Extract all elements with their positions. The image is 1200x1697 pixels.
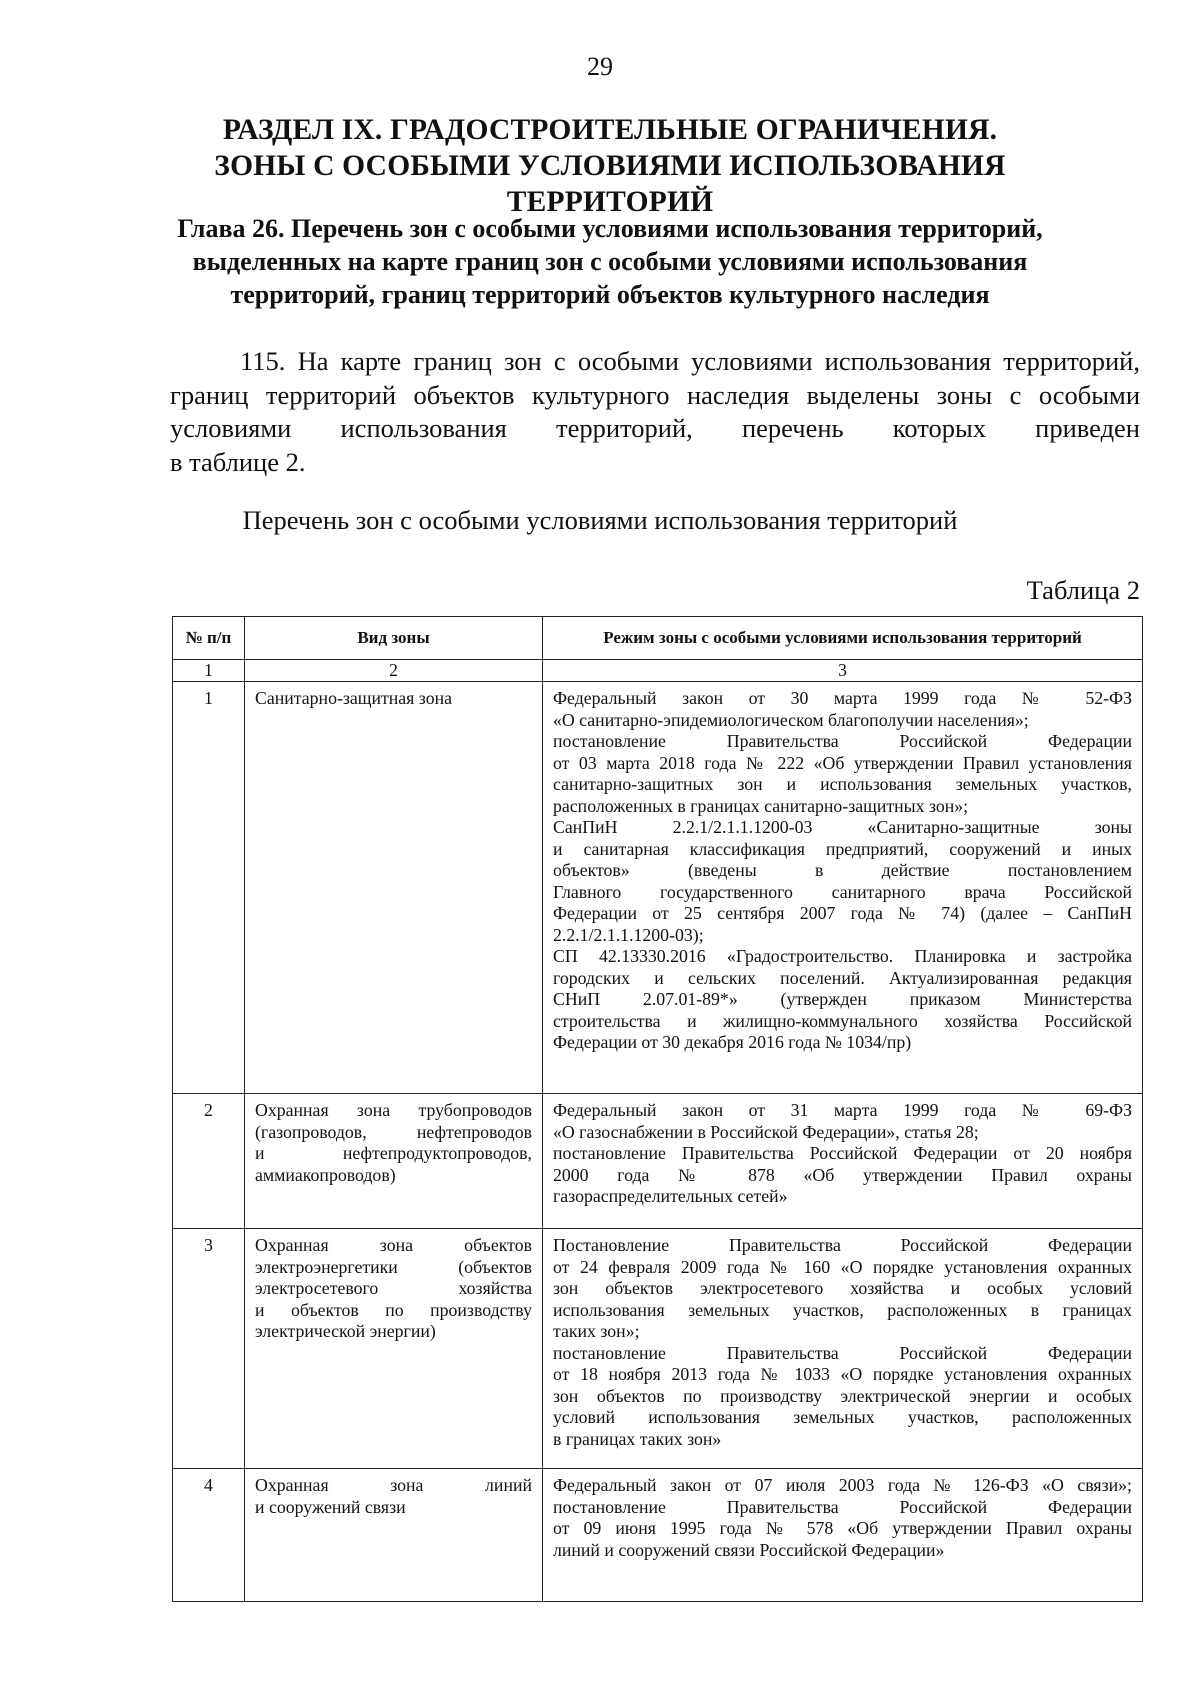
column-number-row: [173, 660, 1143, 682]
chapter-heading-line: территорий, границ территорий объектов культурного наследия: [230, 280, 990, 309]
column-number: 3: [543, 660, 1143, 682]
table-row: [173, 1229, 1143, 1469]
zone-kind: Охранная зона линий и сооружений связи: [245, 1469, 543, 1602]
zone-kind: Санитарно-защитная зона: [245, 682, 543, 1094]
chapter-heading-line: Глава 26. Перечень зон с особыми условиями использования территорий,: [177, 214, 1043, 243]
row-number: 3: [173, 1229, 245, 1469]
section-heading-line: ЗОНЫ С ОСОБЫМИ УСЛОВИЯМИ ИСПОЛЬЗОВАНИЯ ТЕРРИТОРИЙ: [214, 150, 1006, 218]
paragraph-line: условиями использования территорий, перечень которых приведен: [170, 413, 1140, 443]
paragraph-line: границ территорий объектов культурного наследия выделены зоны с особыми: [170, 379, 1140, 410]
paragraph-line: 115. На карте границ зон с особыми условиями использования территорий,: [240, 346, 1140, 376]
header-num: № п/п: [173, 617, 245, 660]
column-number: 2: [245, 660, 543, 682]
header-kind: Вид зоны: [245, 617, 543, 660]
section-heading-line: РАЗДЕЛ IX. ГРАДОСТРОИТЕЛЬНЫЕ ОГРАНИЧЕНИЯ.: [222, 114, 998, 146]
zones-table: [172, 616, 1143, 1602]
row-number: 2: [173, 1094, 245, 1229]
table-row: [173, 682, 1143, 1094]
row-number: 4: [173, 1469, 245, 1602]
header-regime: Режим зоны с особыми условиями использования территорий: [543, 617, 1143, 660]
zone-regime: Федеральный закон от 31 марта 1999 года № 69-ФЗ «О газоснабжении в Российской Федерации», статья 28; постановление Правительства Российской Федерации от 20 ноября 2000 года № 878 «Об утверждении Правил охраны газораспределительных сетей»: [543, 1094, 1143, 1229]
paragraph-115: [170, 345, 1140, 479]
paragraph-line: в таблице 2.: [170, 446, 306, 477]
zone-regime: Федеральный закон от 07 июля 2003 года № 126-ФЗ «О связи»; постановление Правительства Российской Федерации от 09 июня 1995 года № 578 «Об утверждении Правил охраны линий и сооружений связи Российской Федерации»: [543, 1469, 1143, 1602]
zone-kind: Охранная зона трубопроводов (газопроводов, нефтепроводов и нефтепродуктопроводов, аммиакопроводов): [245, 1094, 543, 1229]
page-number: 29: [587, 52, 613, 81]
column-number: 1: [173, 660, 245, 682]
table-title: Перечень зон с особыми условиями использования территорий: [242, 505, 958, 535]
table-row: [173, 1094, 1143, 1229]
table-row: [173, 1469, 1143, 1602]
zone-regime: Федеральный закон от 30 марта 1999 года № 52-ФЗ «О санитарно-эпидемиологическом благополучии населения»; постановление Правительства Российской Федерации от 03 марта 2018 года № 222 «Об утверждении Правил установления санитарно-защитных зон и использования земельных участков, расположенных в границах санитарно-защитных зон»; СанПиН 2.2.1/2.1.1.1200-03 «Санитарно-защитные зоны и санитарная классификация предприятий, сооружений и иных объектов» (введены в действие постановлением Главного государственного санитарного врача Российской Федерации от 25 сентября 2007 года № 74) (далее – СанПиН 2.2.1/2.1.1.1200-03); СП 42.13330.2016 «Градостроительство. Планировка и застройка городских и сельских поселений. Актуализированная редакция СНиП 2.07.01-89*» (утвержден приказом Министерства строительства и жилищно-коммунального хозяйства Российской Федерации от 30 декабря 2016 года № 1034/пр): [543, 682, 1143, 1094]
section-heading: [110, 112, 1110, 220]
zone-regime: Постановление Правительства Российской Федерации от 24 февраля 2009 года № 160 «О порядке установления охранных зон объектов электросетевого хозяйства и особых условий использования земельных участков, расположенных в границах таких зон»; постановление Правительства Российской Федерации от 18 ноября 2013 года № 1033 «О порядке установления охранных зон объектов по производству электрической энергии и особых условий использования земельных участков, расположенных в границах таких зон»: [543, 1229, 1143, 1469]
chapter-heading-line: выделенных на карте границ зон с особыми условиями использования: [192, 247, 1028, 276]
table-label: Таблица 2: [1026, 575, 1140, 605]
table-header-row: [173, 617, 1143, 660]
zone-kind: Охранная зона объектов электроэнергетики (объектов электросетевого хозяйства и объектов по производству электрической энергии): [245, 1229, 543, 1469]
row-number: 1: [173, 682, 245, 1094]
chapter-heading: [140, 212, 1080, 311]
